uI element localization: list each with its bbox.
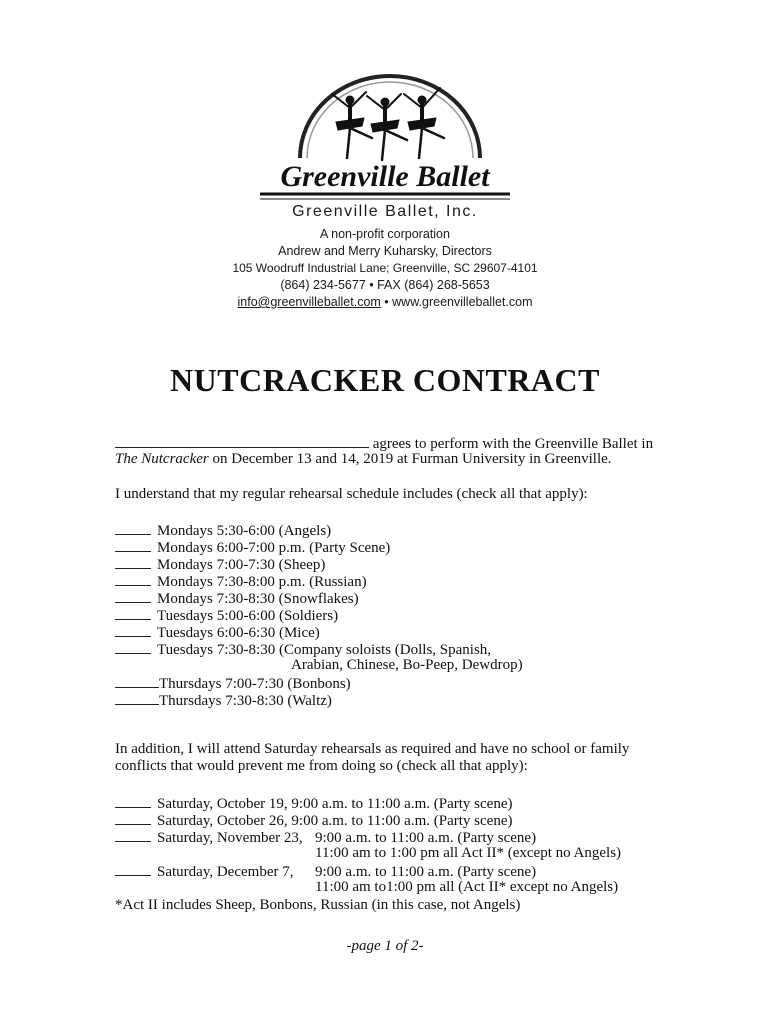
act-two-footnote: *Act II includes Sheep, Bonbons, Russian (in this case, not Angels) xyxy=(115,897,521,913)
checkbox-blank[interactable] xyxy=(115,674,159,688)
checkbox-blank[interactable] xyxy=(115,589,151,603)
saturday-time: 9:00 a.m. to 11:00 a.m. (Party scene) xyxy=(315,864,537,880)
org-phone-fax: (864) 234-5677 • FAX (864) 268-5653 xyxy=(280,278,490,292)
org-contact xyxy=(0,295,770,309)
name-blank-field[interactable] xyxy=(115,434,369,448)
list-item xyxy=(115,589,675,606)
org-address: 105 Woodruff Industrial Lane; Greenville, SC 29607-4101 xyxy=(232,261,538,275)
saturday-label: Saturday, December 7, xyxy=(157,864,294,880)
checkbox-blank[interactable] xyxy=(115,862,151,876)
rehearsal-label: Thursdays 7:00-7:30 (Bonbons) xyxy=(159,676,351,692)
list-item xyxy=(115,674,675,691)
rehearsal-label: Tuesdays 7:30-8:30 (Company soloists (Dolls, Spanish, xyxy=(157,642,492,658)
org-nonprofit: A non-profit corporation xyxy=(320,227,450,241)
checkbox-blank[interactable] xyxy=(115,538,151,552)
logo-wordmark: Greenville Ballet xyxy=(280,160,490,193)
list-item xyxy=(115,828,675,845)
list-item xyxy=(115,811,675,828)
checkbox-blank[interactable] xyxy=(115,555,151,569)
rehearsal-label: Mondays 6:00-7:00 p.m. (Party Scene) xyxy=(157,540,391,556)
checkbox-blank[interactable] xyxy=(115,640,151,654)
list-item xyxy=(115,538,675,555)
org-name: Greenville Ballet, Inc. xyxy=(292,203,478,220)
contact-separator: • xyxy=(380,295,393,309)
saturday-intro-line: In addition, I will attend Saturday rehearsals as required and have no school or family xyxy=(115,741,630,757)
org-directors: Andrew and Merry Kuharsky, Directors xyxy=(278,244,492,258)
list-item xyxy=(115,794,675,811)
saturday-label: Saturday, October 19, 9:00 a.m. to 11:00 a.m. (Party scene) xyxy=(157,796,513,812)
page-number: -page 1 of 2- xyxy=(346,938,424,954)
list-item xyxy=(115,623,675,640)
page-title: NUTCRACKER CONTRACT xyxy=(170,362,600,398)
rehearsal-label: Mondays 7:30-8:00 p.m. (Russian) xyxy=(157,574,367,590)
list-item xyxy=(115,555,675,572)
list-item xyxy=(115,691,675,708)
saturday-label: Saturday, November 23, xyxy=(157,830,303,846)
checkbox-blank[interactable] xyxy=(115,572,151,586)
intro-agrees: agrees to perform with the Greenville Ballet in xyxy=(372,436,654,452)
checkbox-blank[interactable] xyxy=(115,811,151,825)
rehearsal-continuation: Arabian, Chinese, Bo-Peep, Dewdrop) xyxy=(291,657,523,673)
list-item xyxy=(115,572,675,589)
list-item xyxy=(115,521,675,538)
list-item xyxy=(115,606,675,623)
saturday-time: 9:00 a.m. to 11:00 a.m. (Party scene) xyxy=(315,830,537,846)
saturday-intro-line: conflicts that would prevent me from doing so (check all that apply): xyxy=(115,758,528,774)
greenville-ballet-logo xyxy=(255,70,515,210)
checkbox-blank[interactable] xyxy=(115,623,151,637)
rehearsal-list xyxy=(115,521,675,708)
saturday-time: 11:00 am to 1:00 pm all Act II* (except no Angels) xyxy=(315,845,622,861)
saturday-list xyxy=(115,794,675,896)
rehearsal-label: Tuesdays 6:00-6:30 (Mice) xyxy=(157,625,320,641)
schedule-intro: I understand that my regular rehearsal schedule includes (check all that apply): xyxy=(115,486,588,502)
list-item xyxy=(115,862,675,879)
saturday-label: Saturday, October 26, 9:00 a.m. to 11:00 a.m. (Party scene) xyxy=(157,813,513,829)
rehearsal-label: Mondays 5:30-6:00 (Angels) xyxy=(157,523,332,539)
checkbox-blank[interactable] xyxy=(115,691,159,705)
intro-paragraph xyxy=(115,434,675,468)
saturday-time: 11:00 am to1:00 pm all (Act II* except no Angels) xyxy=(315,879,619,895)
checkbox-blank[interactable] xyxy=(115,606,151,620)
intro-show: The Nutcracker xyxy=(115,451,209,467)
rehearsal-label: Thursdays 7:30-8:30 (Waltz) xyxy=(159,693,332,709)
list-item xyxy=(115,640,675,657)
checkbox-blank[interactable] xyxy=(115,521,151,535)
email-link[interactable]: info@greenvilleballet.com xyxy=(237,295,381,309)
checkbox-blank[interactable] xyxy=(115,828,151,842)
website-link[interactable]: www.greenvilleballet.com xyxy=(392,295,533,309)
rehearsal-label: Mondays 7:00-7:30 (Sheep) xyxy=(157,557,326,573)
rehearsal-label: Mondays 7:30-8:30 (Snowflakes) xyxy=(157,591,359,607)
intro-rest: on December 13 and 14, 2019 at Furman University in Greenville. xyxy=(208,451,612,467)
saturday-intro xyxy=(115,741,675,775)
rehearsal-label: Tuesdays 5:00-6:00 (Soldiers) xyxy=(157,608,339,624)
checkbox-blank[interactable] xyxy=(115,794,151,808)
